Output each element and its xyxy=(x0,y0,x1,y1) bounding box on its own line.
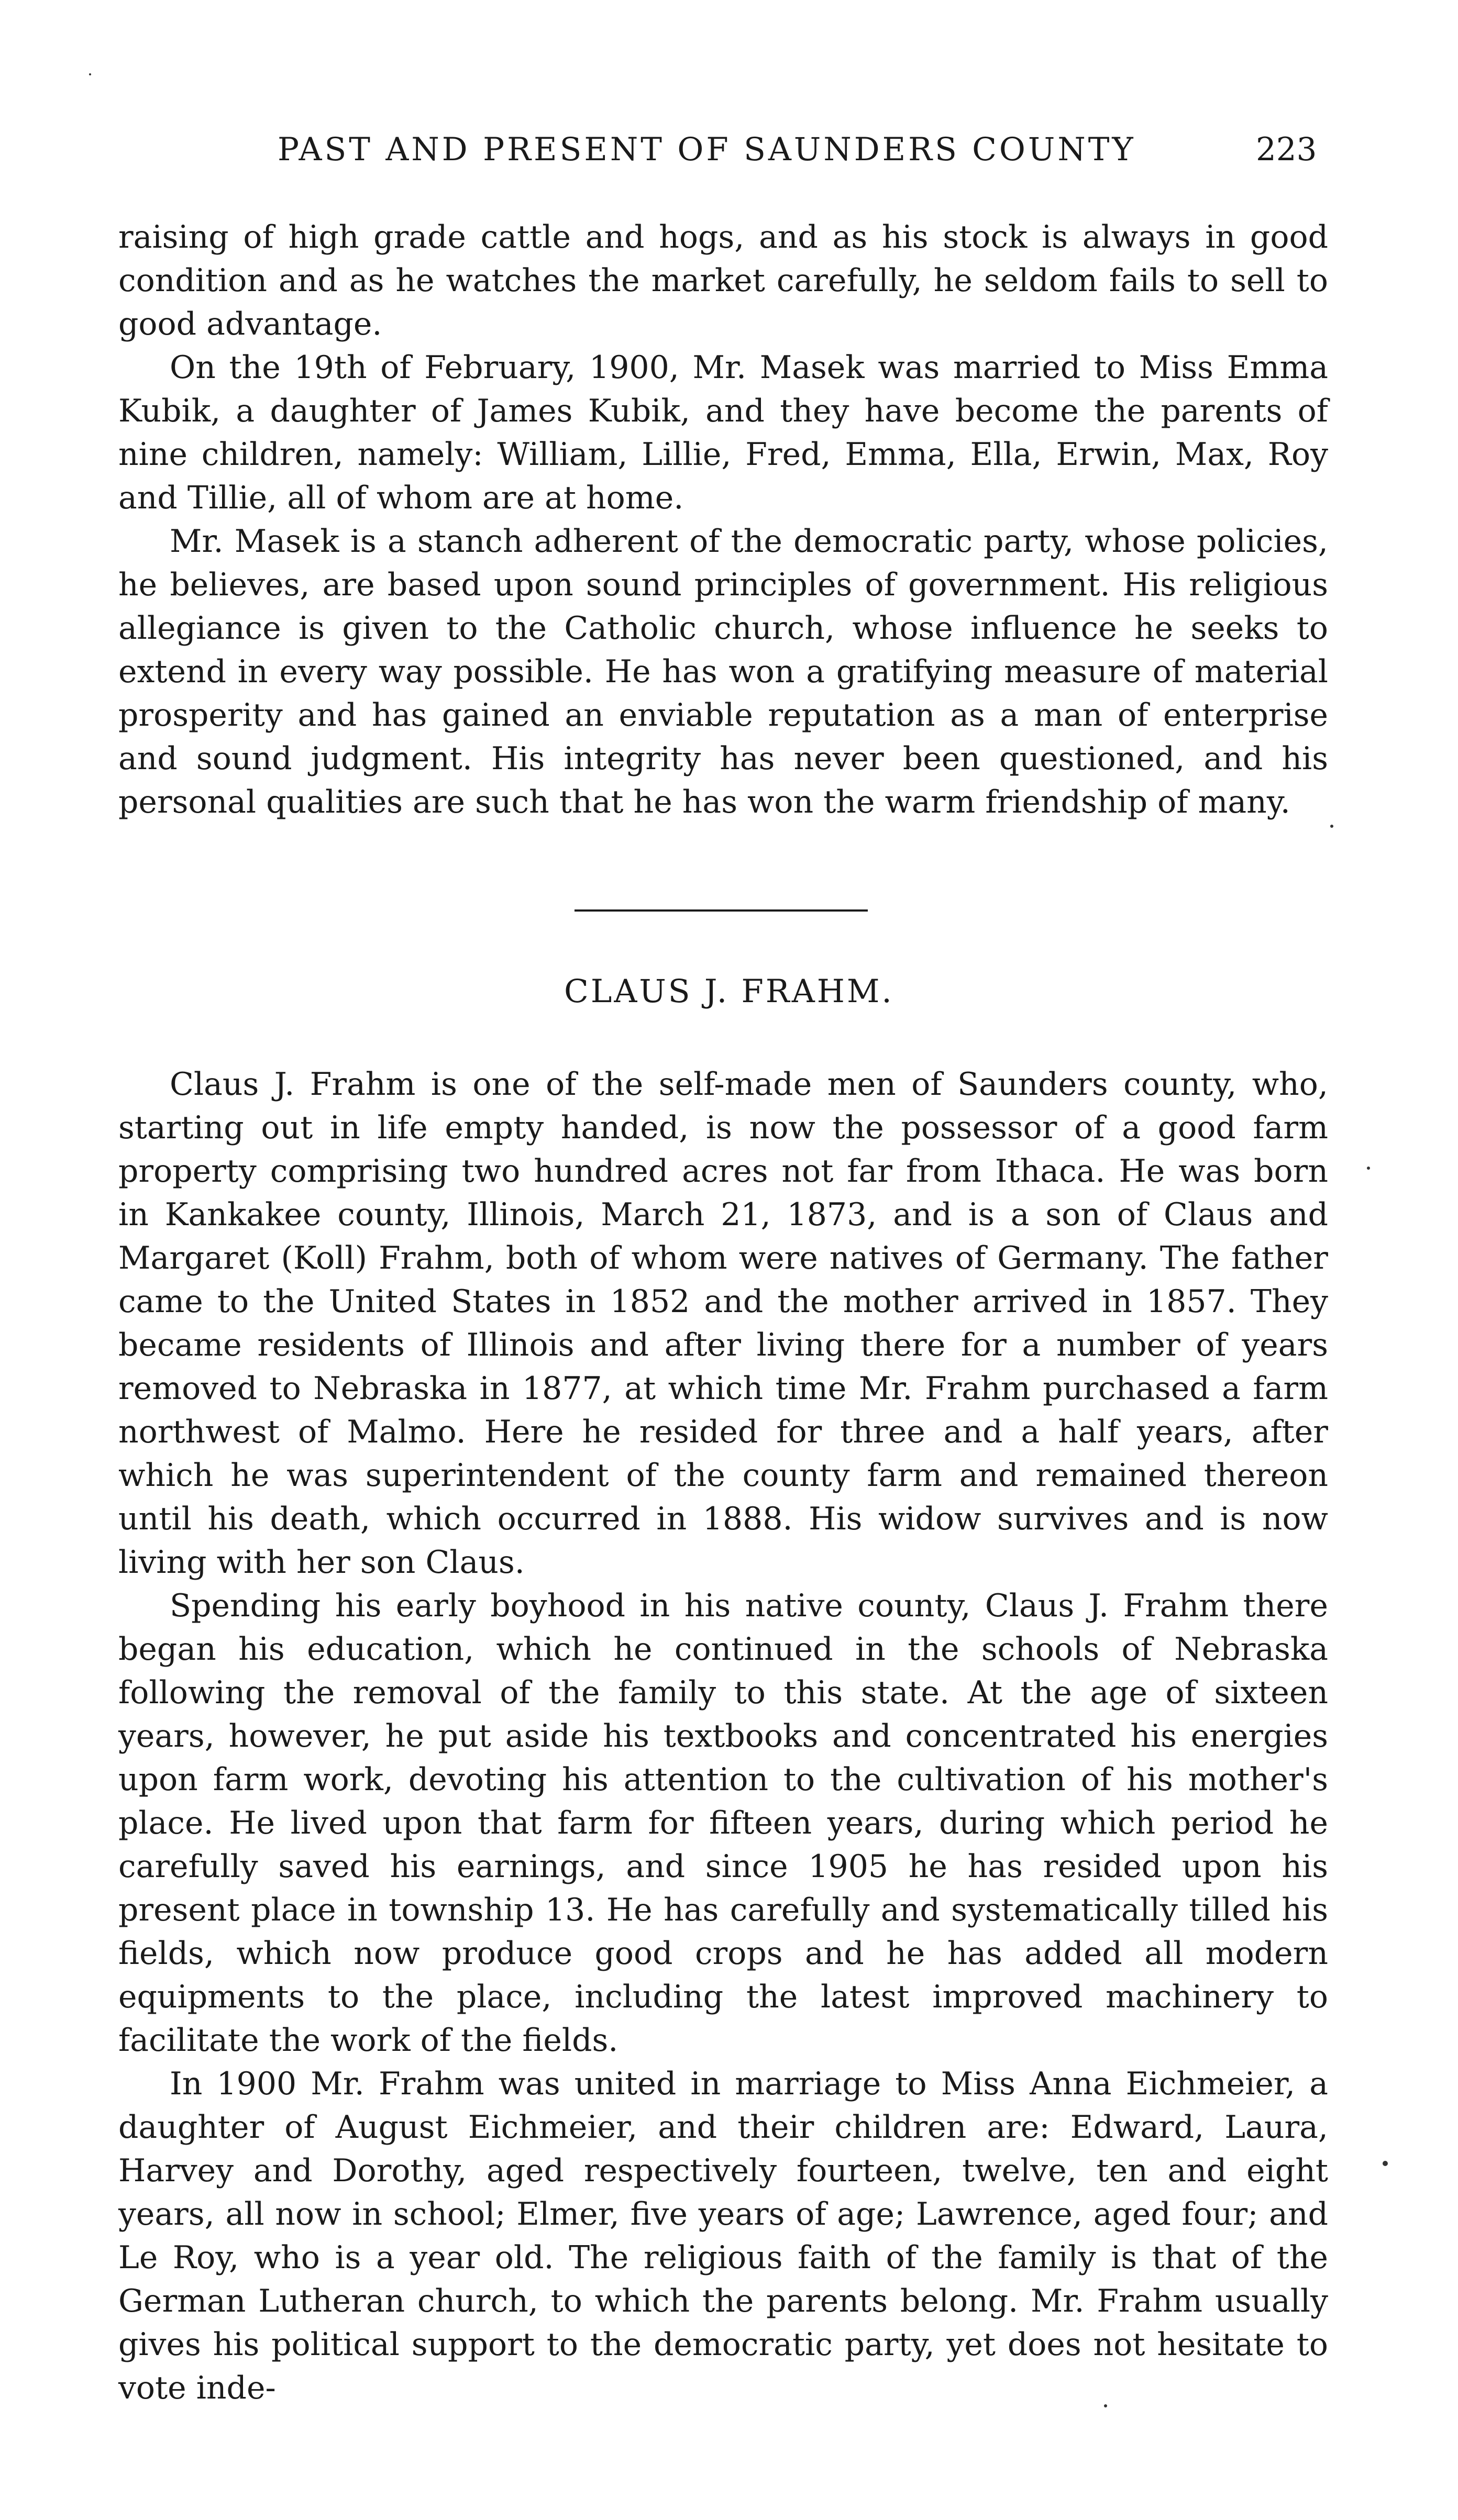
scan-speck xyxy=(1367,1167,1370,1170)
biography-text xyxy=(118,1063,1328,2410)
paragraph-early-life: Claus J. Frahm is one of the self-made men of Saunders county, who, starting out in life empty handed, is now the possessor of a good farm property comprising two hundred acres not far from Ithaca. He was born in Kankakee county, Illinois, March 21, 1873, and is a son of Claus and Margaret (Koll) Frahm, both of whom were natives of Germany. The father came to the United States in 1852 and the mother arrived in 1857. They became residents of Illinois and after living there for a number of years removed to Nebraska in 1877, at which time Mr. Frahm purchased a farm northwest of Malmo. Here he resided for three and a half years, after which he was superintendent of the county farm and remained thereon until his death, which occurred in 1888. His widow survives and is now living with her son Claus. xyxy=(118,1066,1328,1581)
page-number: 223 xyxy=(1256,131,1317,168)
scan-speck xyxy=(1104,2404,1107,2407)
biography-title: CLAUS J. FRAHM. xyxy=(564,973,894,1010)
paragraph-marriage: On the 19th of February, 1900, Mr. Masek was married to Miss Emma Kubik, a daughter of James Kubik, and they have become the parents of nine children, namely: William, Lillie, Fred, Emma, Ella, Erwin, Max, Roy and Tillie, all of whom are at home. xyxy=(118,349,1328,516)
scan-speck xyxy=(89,73,91,75)
section-divider-rule xyxy=(575,909,868,912)
running-head-title: PAST AND PRESENT OF SAUNDERS COUNTY xyxy=(278,131,1136,168)
paragraph-education-farming: Spending his early boyhood in his native county, Claus J. Frahm there began his education, which he continued in the schools of Nebraska following the removal of the family to this state. At the age of sixteen years, however, he put aside his textbooks and concentrated his energies upon farm work, devoting his attention to the cultivation of his mother's place. He lived upon that farm for fifteen years, during which period he carefully saved his earnings, and since 1905 he has resided upon his present place in township 13. He has carefully and systematically tilled his fields, which now produce good crops and he has added all modern equipments to the place, including the latest improved machinery to facilitate the work of the fields. xyxy=(118,1588,1328,2059)
scan-speck xyxy=(1330,825,1333,828)
previous-biography-text xyxy=(118,216,1328,824)
paragraph-politics-religion: Mr. Masek is a stanch adherent of the democratic party, whose policies, he believes, are based upon sound principles of government. His religious allegiance is given to the Catholic church, whose influence he seeks to extend in every way possible. He has won a gratifying measure of material prosperity and has gained an enviable reputation as a man of enterprise and sound judgment. His integrity has never been questioned, and his personal qualities are such that he has won the warm friendship of many. xyxy=(118,523,1328,820)
scan-speck xyxy=(1383,2161,1388,2166)
paragraph-continued: raising of high grade cattle and hogs, and as his stock is always in good condition and as he watches the market carefully, he seldom fails to sell to good advantage. xyxy=(118,219,1328,342)
paragraph-family: In 1900 Mr. Frahm was united in marriage to Miss Anna Eichmeier, a daughter of August Eichmeier, and their children are: Edward, Laura, Harvey and Dorothy, aged respectively fourteen, twelve, ten and eight years, all now in school; Elmer, five years of age; Lawrence, aged four; and Le Roy, who is a year old. The religious faith of the family is that of the German Lutheran church, to which the parents belong. Mr. Frahm usually gives his political support to the democratic party, yet does not hesitate to vote inde- xyxy=(118,2066,1328,2406)
